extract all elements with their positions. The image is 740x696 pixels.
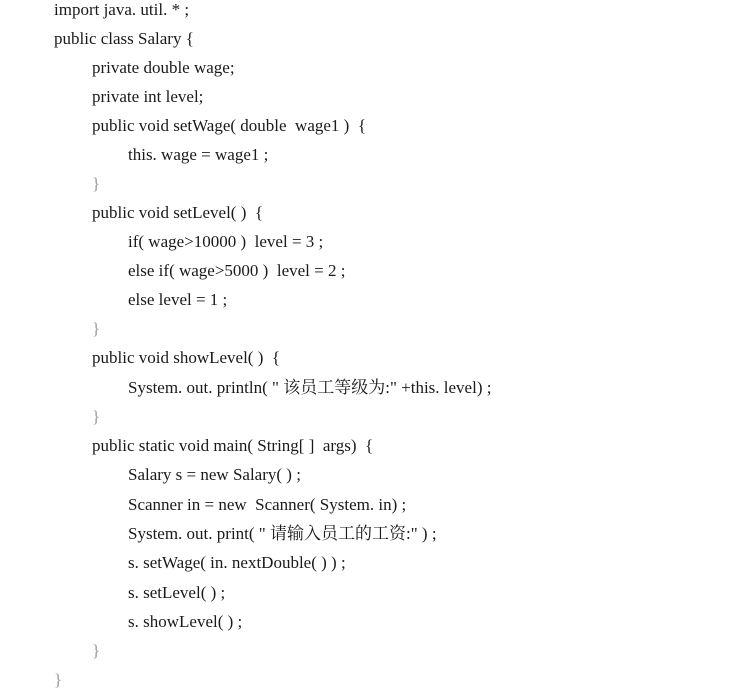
code-line: if( wage>10000 ) level = 3 ; — [128, 232, 324, 251]
code-line: } — [92, 407, 101, 426]
code-line: public void setWage( double wage1 ) { — [92, 116, 366, 135]
code-line: } — [92, 641, 101, 660]
code-line: Salary s = new Salary( ) ; — [128, 465, 301, 484]
code-line: Scanner in = new Scanner( System. in) ; — [128, 495, 407, 514]
code-line: private double wage; — [92, 58, 235, 77]
code-line: public class Salary { — [54, 29, 194, 48]
code-line: } — [54, 670, 63, 689]
code-line: } — [92, 174, 101, 193]
code-line: this. wage = wage1 ; — [128, 145, 269, 164]
code-line: System. out. println( " 该员工等级为:" +this. level) ; — [128, 378, 492, 397]
code-line: private int level; — [92, 87, 204, 106]
code-line: } — [92, 319, 101, 338]
code-line: import java. util. * ; — [54, 0, 190, 19]
code-line: else level = 1 ; — [128, 290, 228, 309]
code-line: s. setLevel( ) ; — [128, 583, 226, 602]
code-line: System. out. print( " 请输入员工的工资:" ) ; — [128, 524, 437, 543]
code-line: else if( wage>5000 ) level = 2 ; — [128, 261, 346, 280]
code-line: public void setLevel( ) { — [92, 203, 264, 222]
code-line: public void showLevel( ) { — [92, 348, 281, 367]
code-line: public static void main( String[ ] args) { — [92, 436, 374, 455]
code-line: s. setWage( in. nextDouble( ) ) ; — [128, 553, 346, 572]
code-line: s. showLevel( ) ; — [128, 612, 243, 631]
